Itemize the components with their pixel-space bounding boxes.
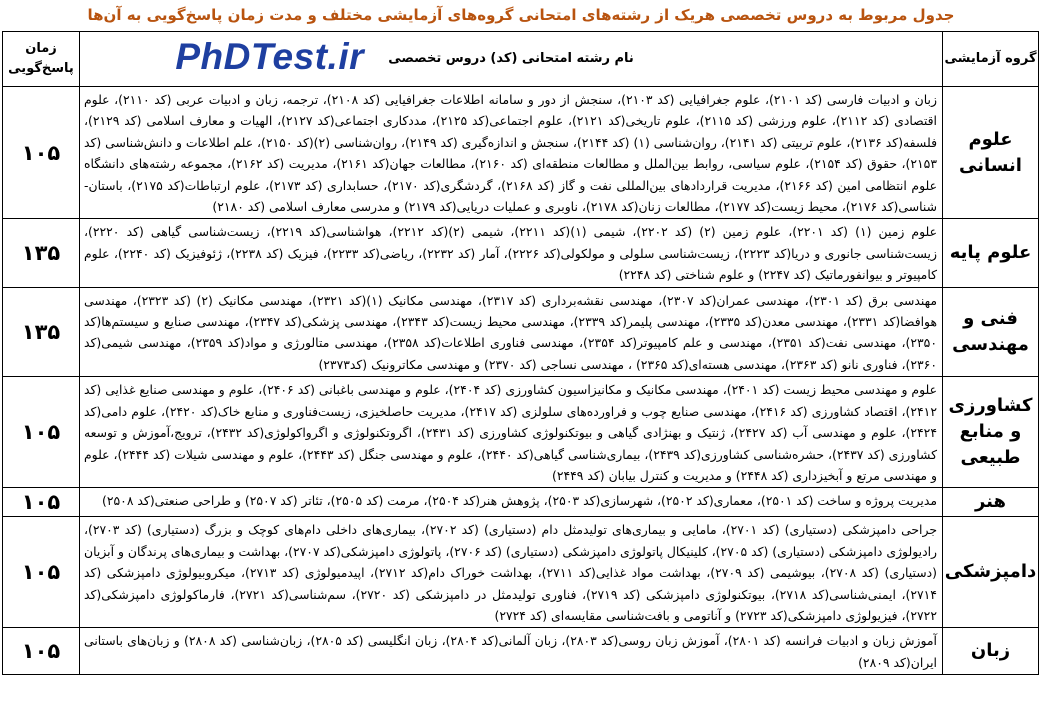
time-cell: ۱۳۵ [3,219,80,287]
header-time [3,32,80,87]
courses-cell: زبان و ادبیات فارسی (کد ۲۱۰۱)، علوم جغرافیایی (کد ۲۱۰۳)، سنجش از دور و سامانه اطلاعات جغرافیایی (کد ۲۱۰۸)، ترجمه، زبان و ادبیات عربی (کد ۲۱۱۰)، علوم اقتصادی (کد ۲۱۱۲)، علوم ورزشی (کد ۲۱۱۵)، علوم تاریخی(کد ۲۱۲۱)، علوم اجتماعی(کد ۲۱۲۵)، مددکاری اجتماعی(کد ۲۱۲۷)، الهیات و معارف اسلامی (کد ۲۱۲۹)، فلسفه(کد ۲۱۳۶)، علوم تربیتی (کد ۲۱۴۱)، روان‌شناسی (۱) (کد ۲۱۴۴)، سنجش و اندازه‌گیری (کد ۲۱۴۹)، روان‌شناسی (۲)(کد ۲۱۵۰)، علم اطلاعات و دانش‌شناسی (کد ۲۱۵۳)، حقوق (کد ۲۱۵۴)، علوم سیاسی، روابط بین‌الملل و مطالعات منطقه‌ای (کد ۲۱۶۰)، مطالعات جهان(کد ۲۱۶۱)، مدیریت (کد ۲۱۶۲)، مجموعه رشته‌های دانشگاه علوم انتظامی امین (کد ۲۱۶۶)، مدیریت قراردادهای بین‌المللی نفت و گاز (کد ۲۱۶۸)، گردشگری(کد ۲۱۷۰)، حسابداری (کد ۲۱۷۳)، علوم ارتباطات(کد ۲۱۷۵)، باستان-شناسی(کد ۲۱۷۶)، محیط زیست(کد ۲۱۷۷)، مطالعات زنان(کد ۲۱۷۸)، ناوبری و عملیات دریایی(کد ۲۱۷۹) و مدرسی معارف اسلامی (کد ۲۱۸۰) [80,87,943,219]
courses-cell: جراحی دامپزشکی (دستیاری) (کد ۲۷۰۱)، مامایی و بیماری‌های تولیدمثل دام (دستیاری) (کد ۲۷۰۲)، بیماری‌های داخلی دام‌های کوچک و بزرگ (دستیاری) (کد ۲۷۰۳)، رادیولوژی دامپزشکی (دستیاری) (کد ۲۷۰۵)، کلینیکال پاتولوژی دامپزشکی (دستیاری) (کد ۲۷۰۶)، پاتولوژی دامپزشکی(کد ۲۷۰۷)، بهداشت و بیماری‌های پرندگان و آبزیان (دستیاری) (کد ۲۷۰۸)، بیوشیمی (کد ۲۷۰۹)، بهداشت مواد غذایی(کد ۲۷۱۱)، بهداشت خوراک دام(کد ۲۷۱۲)، اپیدمیولوژی (کد ۲۷۱۳)، میکروبیولوژی دامپزشکی (کد ۲۷۱۴)، ایمنی‌شناسی(کد ۲۷۱۸)، بیوتکنولوژی دامپزشکی (کد ۲۷۱۹)، فناوری تولیدمثل در دامپزشکی (کد ۲۷۲۰)، سم‌شناسی(کد ۲۷۲۱)، فارماکولوژی دامپزشکی(کد ۲۷۲۲)، فیزیولوژی دامپزشکی(کد ۲۷۲۳) و آناتومی و بافت‌شناسی مقایسه‌ای (کد ۲۷۲۴) [80,517,943,628]
table-row [3,377,1039,488]
table-row [3,517,1039,628]
time-cell: ۱۰۵ [3,517,80,628]
courses-cell: آموزش زبان و ادبیات فرانسه (کد ۲۸۰۱)، آموزش زبان روسی(کد ۲۸۰۳)، زبان آلمانی(کد ۲۸۰۴)، زبان انگلیسی (کد ۲۸۰۵)، زبان‌شناسی (کد ۲۸۰۸) و زبان‌های باستانی ایران(کد ۲۸۰۹) [80,628,943,675]
table-row [3,87,1039,219]
header-body [80,32,943,87]
courses-cell: مهندسی برق (کد ۲۳۰۱)، مهندسی عمران(کد ۲۳۰۷)، مهندسی نقشه‌برداری (کد ۲۳۱۷)، مهندسی مکانیک (۱)(کد ۲۳۲۱)، مهندسی مکانیک (۲) (کد ۲۳۲۳)، مهندسی هوافضا(کد ۲۳۳۱)، مهندسی معدن(کد ۲۳۳۵)، مهندسی پلیمر(کد ۲۳۳۹)، مهندسی محیط زیست(کد ۲۳۴۳)، مهندسی پزشکی(کد ۲۳۴۷)، مهندسی صنایع و سیستم‌ها(کد ۲۳۵۰)، مهندسی نفت(کد ۲۳۵۱)، مهندسی و علم کامپیوتر(کد ۲۳۵۴)، مهندسی فناوری اطلاعات(کد ۲۳۵۸)، مهندسی متالورژی و مواد(کد ۲۳۵۹)، مهندسی شیمی(کد ۲۳۶۰)، فناوری نانو (کد ۲۳۶۳)، مهندسی هسته‌ای(کد ۲۳۶۵) ، مهندسی نساجی (کد ۲۳۷۰) و مهندسی مکاترونیک (کد۲۳۷۳) [80,287,943,377]
group-cell: علوم انسانی [943,87,1039,219]
table-row [3,488,1039,517]
courses-cell: علوم و مهندسی محیط زیست (کد ۲۴۰۱)، مهندسی مکانیک و مکانیزاسیون کشاورزی (کد ۲۴۰۴)، علوم و مهندسی باغبانی (کد ۲۴۰۶)، علوم و مهندسی صنایع غذایی (کد ۲۴۱۲)، اقتصاد کشاورزی (کد ۲۴۱۶)، مهندسی صنایع چوب و فراورده‌های سلولزی (کد ۲۴۱۷)، مدیریت حاصلخیزی، زیست‌فناوری و منابع خاک(کد ۲۴۲۰)، علوم دامی(کد ۲۴۲۴)، علوم و مهندسی آب (کد ۲۴۲۷)، ژنتیک و بهنژادی گیاهی و بیوتکنولوژی کشاورزی (کد ۲۴۳۱)، اگروتکنولوژی و اگرواکولوژی(کد ۲۴۳۲)، ترویج،آموزش و توسعه کشاورزی (کد ۲۴۳۷)، حشره‌شناسی کشاورزی(کد ۲۴۳۹)، بیماری‌شناسی گیاهی(کد ۲۴۴۰)، علوم و مهندسی جنگل (کد ۲۴۴۳)، علوم و مهندسی شیلات (کد ۲۴۴۴)، علوم و مهندسی مرتع و آبخیزداری (کد ۲۴۴۸) و مدیریت و کنترل بیابان (کد ۲۴۴۹) [80,377,943,488]
time-cell: ۱۰۵ [3,628,80,675]
table-row [3,287,1039,377]
header-group: گروه آزمایشی [943,32,1039,87]
group-cell: دامپزشکی [943,517,1039,628]
courses-cell: علوم زمین (۱) (کد ۲۲۰۱)، علوم زمین (۲) (کد ۲۲۰۲)، شیمی (۱)(کد ۲۲۱۱)، شیمی (۲)(کد ۲۲۱۲)، هواشناسی(کد ۲۲۱۹)، زیست‌شناسی گیاهی (کد ۲۲۲۰)، زیست‌شناسی جانوری و دریا(کد ۲۲۲۳)، زیست‌شناسی سلولی و مولکولی(کد ۲۲۲۶)، آمار (کد ۲۲۳۲)، ریاضی(کد ۲۲۳۳)، فیزیک (کد ۲۲۳۸)، ژئوفیزیک (کد ۲۲۴۰)، علوم کامپیوتر و بیوانفورماتیک (کد ۲۲۴۷) و علوم شناختی (کد ۲۲۴۸) [80,219,943,287]
table-row [3,219,1039,287]
time-cell: ۱۰۵ [3,377,80,488]
header-row [3,32,1039,87]
header-time-line2: پاسخ‌گویی [8,61,74,76]
page-title: جدول مربوط به دروس تخصصی هریک از رشته‌های امتحانی گروه‌های آزمایشی مختلف و مدت زمان پاسخ‌گویی به آن‌ها [87,6,955,24]
courses-table [2,31,1039,675]
courses-cell: مدیریت پروژه و ساخت (کد ۲۵۰۱)، معماری(کد ۲۵۰۲)، شهرسازی(کد ۲۵۰۳)، پژوهش هنر(کد ۲۵۰۴)، مرمت (کد ۲۵۰۵)، تئاتر (کد ۲۵۰۷) و طراحی صنعتی(کد ۲۵۰۸) [80,488,943,517]
group-cell: هنر [943,488,1039,517]
group-cell: فنی و مهندسی [943,287,1039,377]
group-cell: علوم پایه [943,219,1039,287]
table-row [3,628,1039,675]
header-body-label: نام رشته امتحانی (کد) دروس تخصصی [388,51,634,66]
group-cell: زبان [943,628,1039,675]
site-logo: PhDTest.ir [175,36,364,77]
group-cell: کشاورزی و منابع طبیعی [943,377,1039,488]
time-cell: ۱۰۵ [3,87,80,219]
time-cell: ۱۰۵ [3,488,80,517]
time-cell: ۱۳۵ [3,287,80,377]
header-time-line1: زمان [25,41,57,56]
